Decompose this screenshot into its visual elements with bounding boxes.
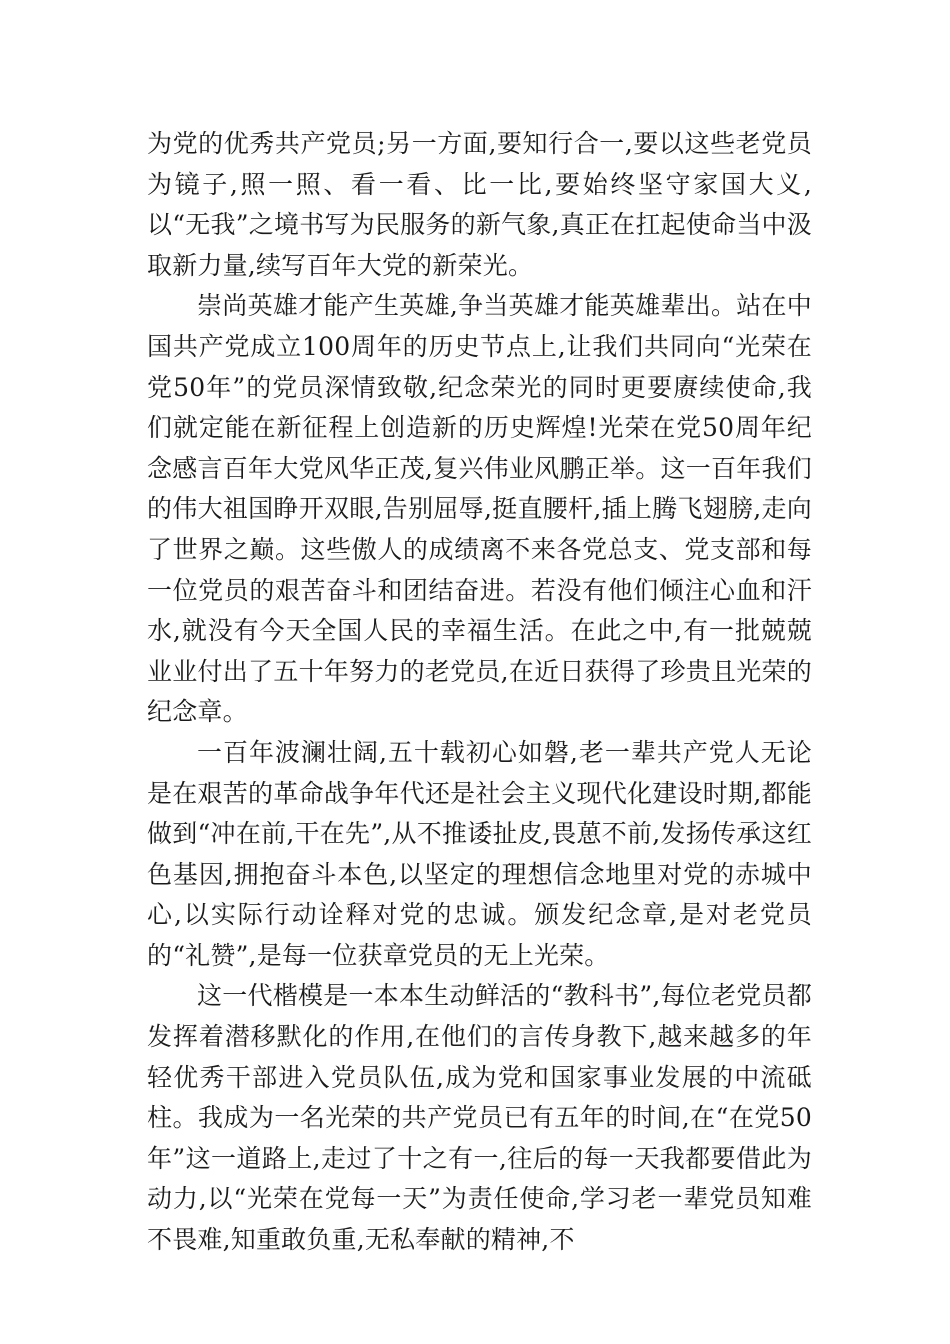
paragraph-4: 这一代楷模是一本本生动鲜活的“教科书”,每位老党员都发挥着潜移默化的作用,在他们的言传身教下,越来越多的年轻优秀干部进入党员队伍,成为党和国家事业发展的中流砥柱。我成为一名光荣的共产党员已有五年的时间,在“在党50年”这一道路上,走过了十之有一,往后的每一天我都要借此为动力,以“光荣在党每一天”为责任使命,学习老一辈党员知难不畏难,知重敢负重,无私奉献的精神,不	[147, 981, 812, 1255]
document-body	[147, 124, 812, 1261]
paragraph-3: 一百年波澜壮阔,五十载初心如磐,老一辈共产党人无论是在艰苦的革命战争年代还是社会主义现代化建设时期,都能做到“冲在前,干在先”,从不推诿扯皮,畏葸不前,发扬传承这红色基因,拥抱奋斗本色,以坚定的理想信念地里对党的赤城中心,以实际行动诠释对党的忠诚。颁发纪念章,是对老党员的“礼赞”,是每一位获章党员的无上光荣。	[147, 737, 812, 970]
paragraph-2: 崇尚英雄才能产生英雄,争当英雄才能英雄辈出。站在中国共产党成立100周年的历史节点上,让我们共同向“光荣在党50年”的党员深情致敬,纪念荣光的同时更要赓续使命,我们就定能在新征程上创造新的历史辉煌!光荣在党50周年纪念感言百年大党风华正茂,复兴伟业风鹏正举。这一百年我们的伟大祖国睁开双眼,告别屈辱,挺直腰杆,插上腾飞翅膀,走向了世界之巅。这些傲人的成绩离不来各党总支、党支部和每一位党员的艰苦奋斗和团结奋进。若没有他们倾注心血和汗水,就没有今天全国人民的幸福生活。在此之中,有一批兢兢业业付出了五十年努力的老党员,在近日获得了珍贵且光荣的纪念章。	[147, 291, 812, 727]
paragraph-1: 为党的优秀共产党员;另一方面,要知行合一,要以这些老党员为镜子,照一照、看一看、比一比,要始终坚守家国大义,以“无我”之境书写为民服务的新气象,真正在扛起使命当中汲取新力量,续写百年大党的新荣光。	[147, 129, 812, 280]
